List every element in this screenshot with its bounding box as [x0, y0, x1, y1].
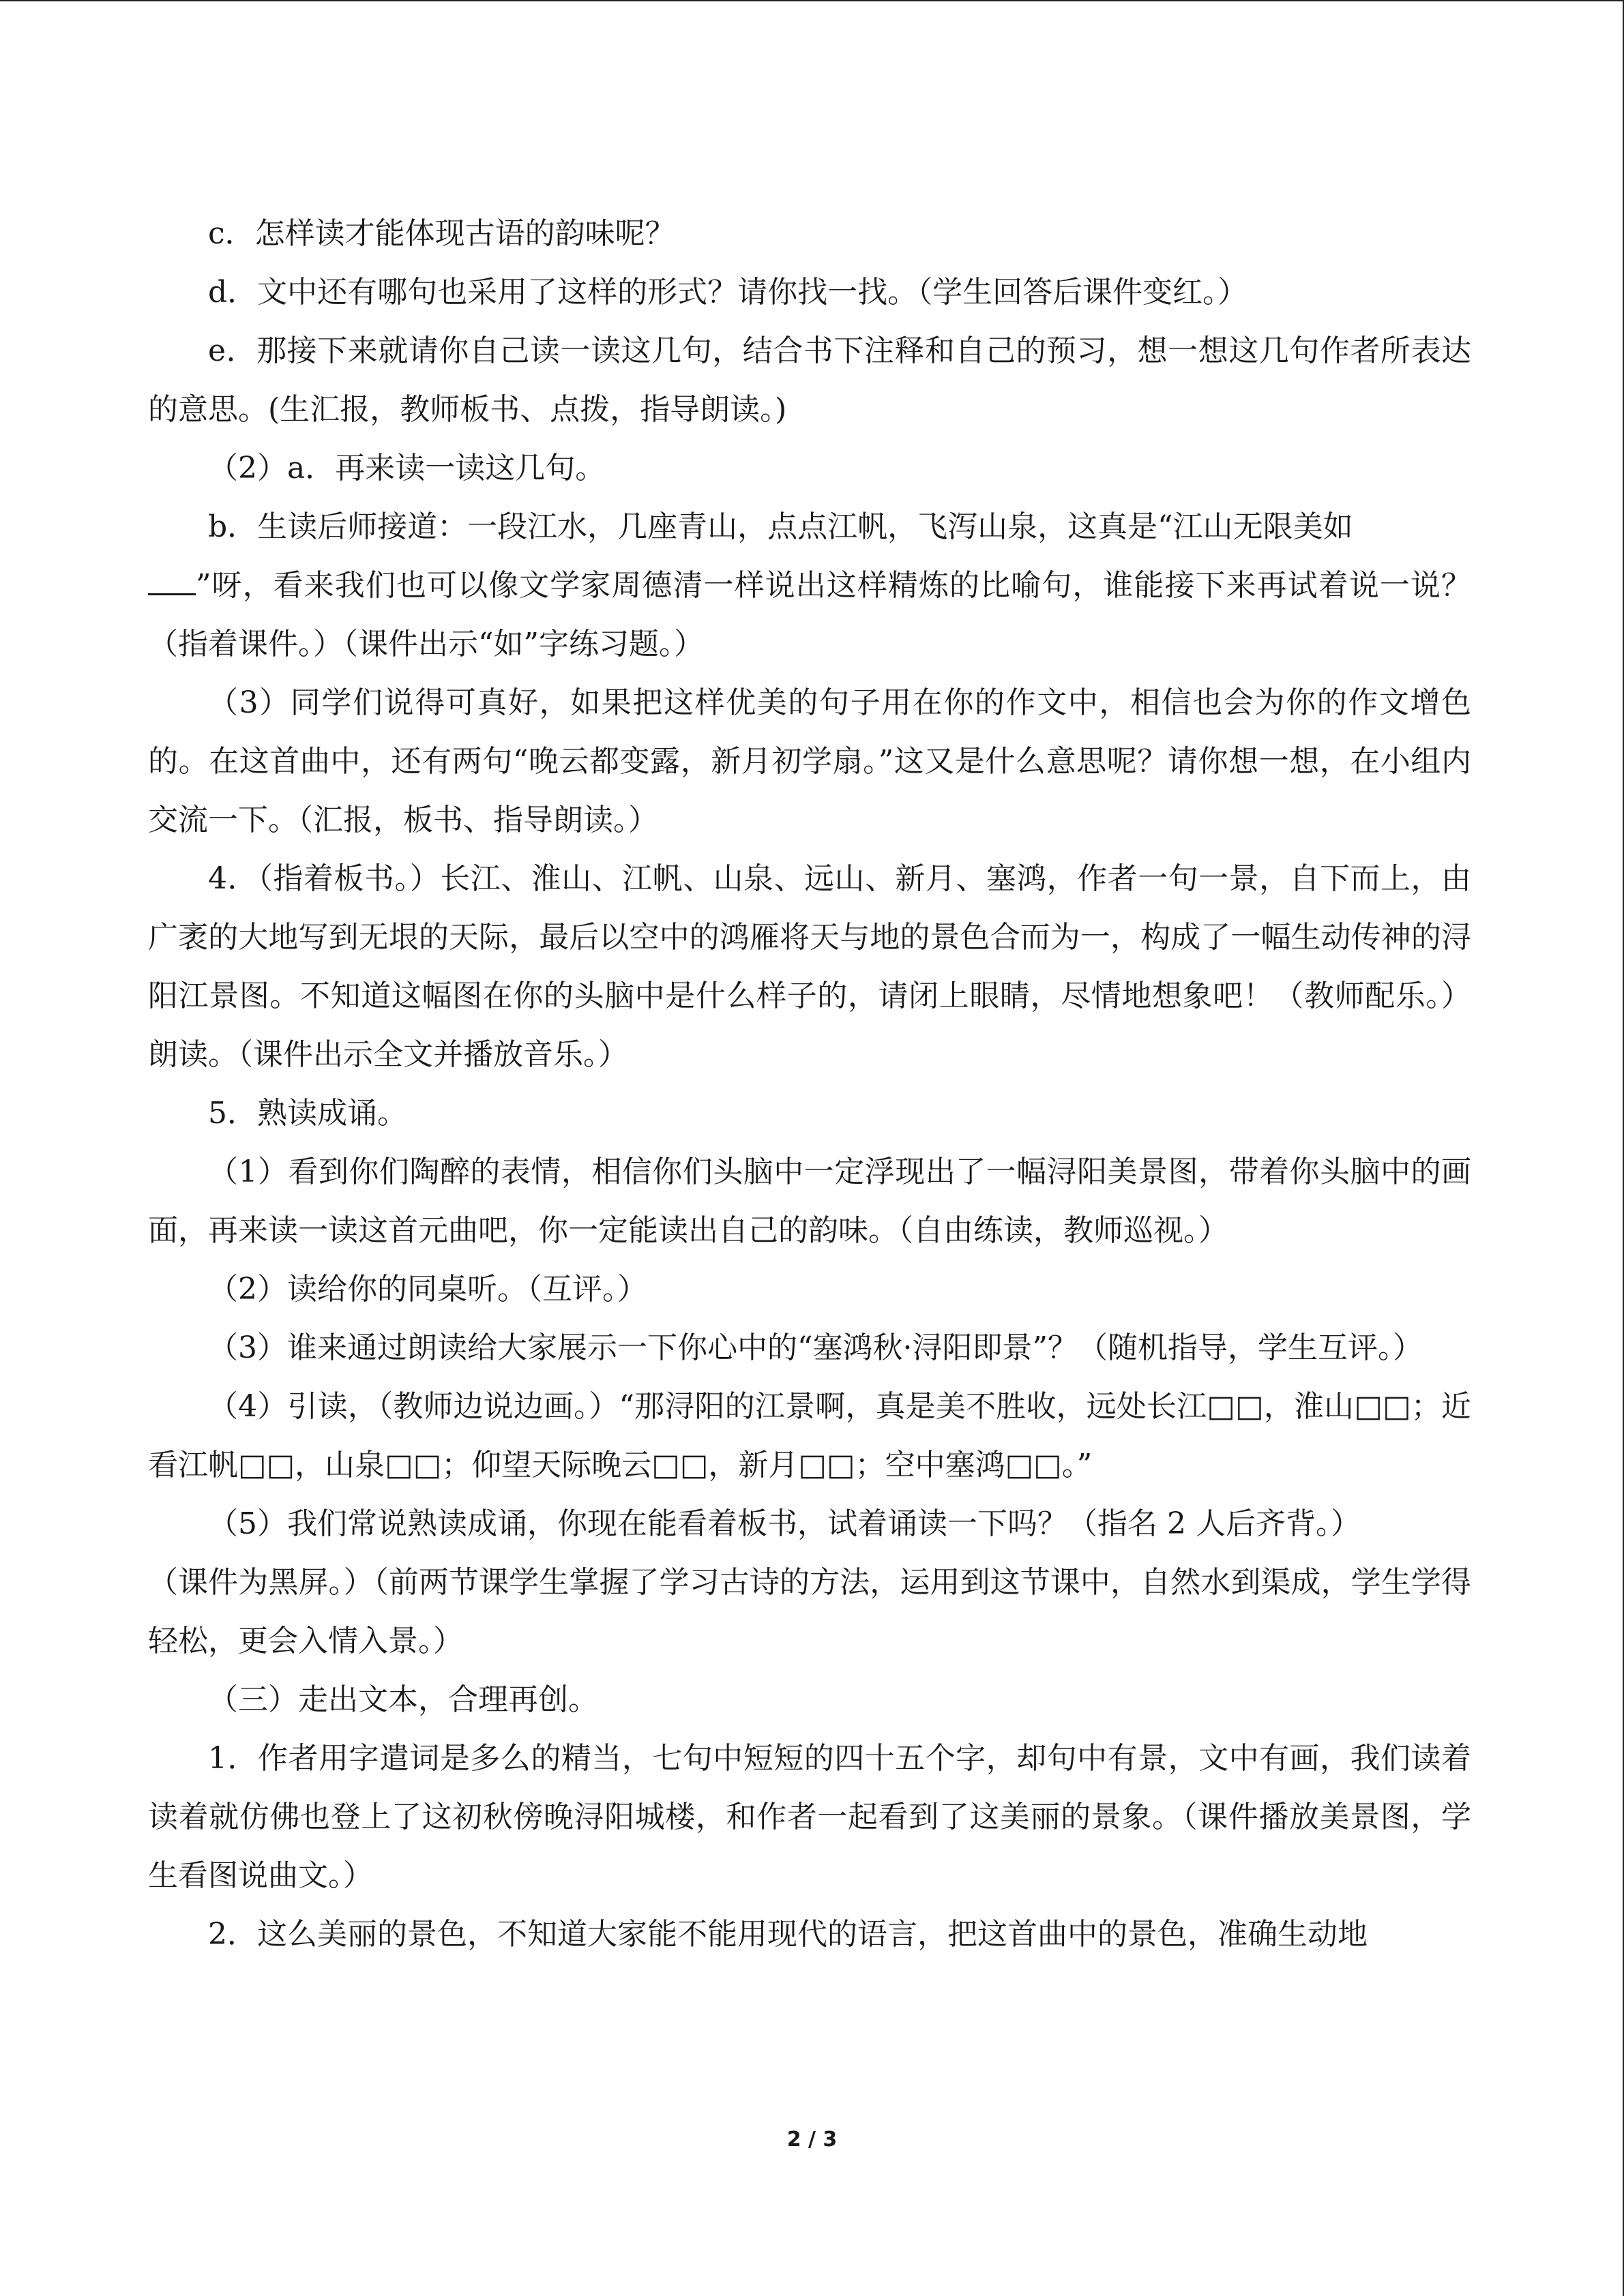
fill-in-blank [148, 566, 196, 595]
page-top-border [0, 0, 1624, 1]
section-3-heading: （三）走出文本，合理再创。 [208, 1682, 598, 1717]
paragraph-c: c．怎样读才能体现古语的韵味呢？ [208, 216, 675, 251]
paragraph-2b-before: b．生读后师接道：一段江水，几座青山，点点江帆，飞泻山泉，这真是“江山无限美如 [208, 509, 1353, 544]
paragraph-e: e．那接下来就请你自己读一读这几句，结合书下注释和自己的预习，想一想这几句作者所表达的意思。(生汇报，教师板书、点拨，指导朗读。) [148, 333, 1471, 427]
paragraph-s3-2: 2．这么美丽的景色，不知道大家能不能用现代的语言，把这首曲中的景色，准确生动地 [208, 1917, 1368, 1952]
document-body [148, 205, 1471, 1964]
paragraph-s3-1: 1．作者用字遣词是多么的精当，七句中短短的四十五个字，却句中有景，文中有画，我们读着读着就仿佛也登上了这初秋傍晚浔阳城楼，和作者一起看到了这美丽的景象。（课件播放美景图，学生看图说曲文。） [148, 1741, 1471, 1893]
paragraph-2a: （2）a．再来读一读这几句。 [208, 451, 606, 486]
paragraph-d: d．文中还有哪句也采用了这样的形式？请你找一找。（学生回答后课件变红。） [208, 275, 1248, 310]
paragraph-2b-after: ”呀，看来我们也可以像文学家周德清一样说出这样精炼的比喻句，谁能接下来再试着说一说？（指着课件。）（课件出示“如”字练习题。） [148, 568, 1471, 661]
paragraph-2b [148, 498, 1471, 674]
paragraph-5-2: （2）读给你的同桌听。（互评。） [208, 1272, 647, 1307]
paragraph-5-1: （1）看到你们陶醉的表情，相信你们头脑中一定浮现出了一幅浔阳美景图，带着你头脑中的画面，再来读一读这首元曲吧，你一定能读出自己的韵味。（自由练读，教师巡视。） [148, 1154, 1471, 1248]
paragraph-3: （3）同学们说得可真好，如果把这样优美的句子用在你的作文中，相信也会为你的作文增色的。在这首曲中，还有两句“晚云都变露，新月初学扇。”这又是什么意思呢？请你想一想，在小组内交流一下。（汇报，板书、指导朗读。） [148, 685, 1471, 837]
page-number: 2 / 3 [786, 2128, 838, 2151]
paragraph-5-3: （3）谁来通过朗读给大家展示一下你心中的“塞鸿秋·浔阳即景”？（随机指导，学生互评。） [208, 1330, 1423, 1365]
paragraph-5-5: （5）我们常说熟读成诵，你现在能看着板书，试着诵读一下吗？（指名 2 人后齐背。） [208, 1506, 1361, 1541]
paragraph-5: 5．熟读成诵。 [208, 1096, 407, 1131]
paragraph-5-4: （4）引读，（教师边说边画。）“那浔阳的江景啊，真是美不胜收，远处长江□□，淮山□□；近看江帆□□，山泉□□；仰望天际晚云□□，新月□□；空中塞鸿□□。” [148, 1389, 1471, 1482]
paragraph-5-5-note: （课件为黑屏。）（前两节课学生掌握了学习古诗的方法，运用到这节课中，自然水到渠成，学生学得轻松，更会入情入景。） [148, 1565, 1471, 1658]
paragraph-4: 4．（指着板书。）长江、淮山、江帆、山泉、远山、新月、塞鸿，作者一句一景，自下而上，由广袤的大地写到无垠的天际，最后以空中的鸿雁将天与地的景色合而为一，构成了一幅生动传神的浔阳江景图。不知道这幅图在你的头脑中是什么样子的，请闭上眼睛，尽情地想象吧！（教师配乐。）朗读。（课件出示全文并播放音乐。） [148, 861, 1471, 1072]
